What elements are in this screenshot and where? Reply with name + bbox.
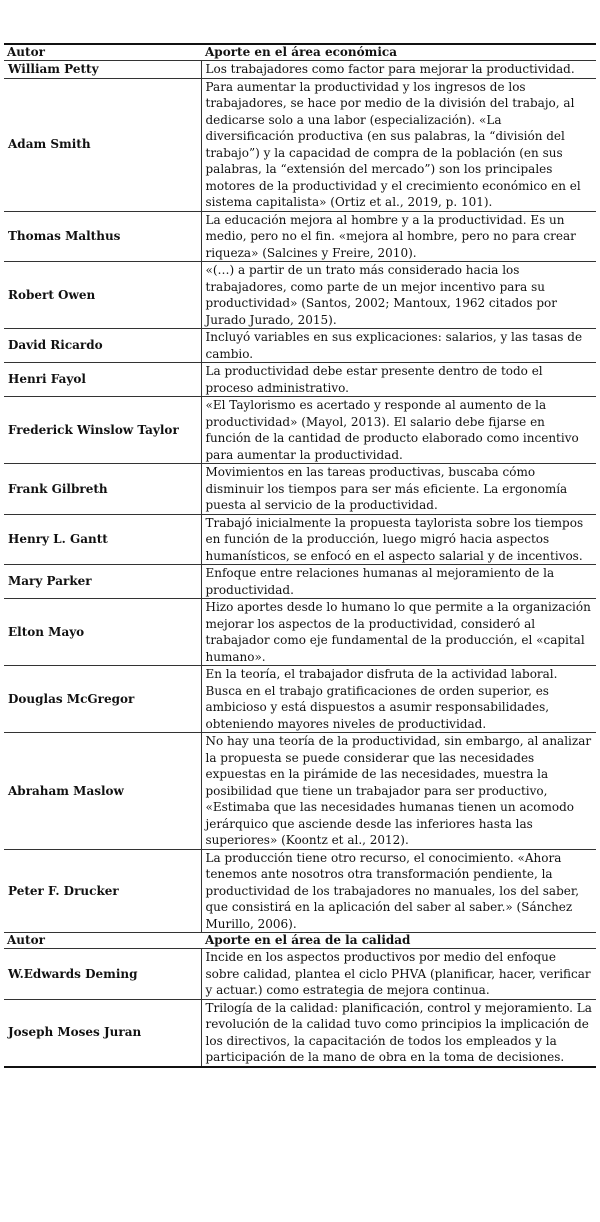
table-row: [4, 363, 596, 397]
authors-table-container: [4, 43, 596, 1068]
author-name: Douglas McGregor: [4, 666, 201, 733]
table-row: [4, 999, 596, 1067]
author-name: Henri Fayol: [4, 363, 201, 397]
table-row: [4, 849, 596, 933]
author-contribution: La producción tiene otro recurso, el conocimiento. «Ahora tenemos ante nosotros otra transformación pendiente, la productividad de los trabajadores no manuales, los del saber, que consistirá en la aplicación del saber al saber.» (Sánchez Murillo, 2006).: [201, 849, 596, 933]
author-contribution: «(…) a partir de un trato más considerado hacia los trabajadores, como parte de un mejor incentivo para su productividad» (Santos, 2002; Mantoux, 1962 citados por Jurado Jurado, 2015).: [201, 262, 596, 329]
author-contribution: «El Taylorismo es acertado y responde al aumento de la productividad» (Mayol, 2013). El salario debe fijarse en función de la cantidad de producto elaborado como incentivo para aumentar la productividad.: [201, 397, 596, 464]
table-row: [4, 78, 596, 211]
table-row: [4, 666, 596, 733]
author-name: Frank Gilbreth: [4, 464, 201, 515]
header-quality-contribution: Aporte en el área de la calidad: [201, 933, 596, 949]
author-contribution: La productividad debe estar presente dentro de todo el proceso administrativo.: [201, 363, 596, 397]
header-row-economic: [4, 44, 596, 61]
author-name: Abraham Maslow: [4, 733, 201, 850]
table-row: [4, 599, 596, 666]
author-contribution: Para aumentar la productividad y los ingresos de los trabajadores, se hace por medio de la división del trabajo, al dedicarse solo a una labor (especialización). «La diversificación productiva (en sus palabras, la “división del trabajo”) y la capacidad de compra de la población (en sus palabras, la “extensión del mercado”) son los principales motores de la productividad y el crecimiento económico en el sistema capitalista» (Ortiz et al., 2019, p. 101).: [201, 78, 596, 211]
header-author: Autor: [4, 933, 201, 949]
header-economic-contribution: Aporte en el área económica: [201, 44, 596, 61]
authors-contributions-table: [4, 43, 596, 1068]
author-contribution: No hay una teoría de la productividad, sin embargo, al analizar la propuesta se puede considerar que las necesidades expuestas en la pirámide de las necesidades, muestra la posibilidad que tiene un trabajador para ser productivo, «Estimaba que las necesidades humanas tienen un acomodo jerárquico que asciende desde las inferiores hasta las superiores» (Koontz et al., 2012).: [201, 733, 596, 850]
author-name: Peter F. Drucker: [4, 849, 201, 933]
author-name: Elton Mayo: [4, 599, 201, 666]
table-row: [4, 329, 596, 363]
header-row-quality: [4, 933, 596, 949]
author-contribution: Incide en los aspectos productivos por medio del enfoque sobre calidad, plantea el ciclo PHVA (planificar, hacer, verificar y actuar.) como estrategia de mejora continua.: [201, 949, 596, 1000]
author-contribution: Enfoque entre relaciones humanas al mejoramiento de la productividad.: [201, 565, 596, 599]
author-contribution: Trabajó inicialmente la propuesta taylorista sobre los tiempos en función de la producción, luego migró hacia aspectos humanísticos, se enfocó en el aspecto salarial y de incentivos.: [201, 514, 596, 565]
author-contribution: En la teoría, el trabajador disfruta de la actividad laboral. Busca en el trabajo gratificaciones de orden superior, es ambicioso y está dispuestos a asumir responsabilidades, obteniendo mayores niveles de productividad.: [201, 666, 596, 733]
table-row: [4, 514, 596, 565]
table-row: [4, 262, 596, 329]
author-name: David Ricardo: [4, 329, 201, 363]
table-row: [4, 211, 596, 262]
author-name: Adam Smith: [4, 78, 201, 211]
author-contribution: Hizo aportes desde lo humano lo que permite a la organización mejorar los aspectos de la productividad, consideró al trabajador como eje fundamental de la producción, el «capital humano».: [201, 599, 596, 666]
author-name: Thomas Malthus: [4, 211, 201, 262]
table-row: [4, 733, 596, 850]
table-body: [4, 44, 596, 1067]
author-name: Joseph Moses Juran: [4, 999, 201, 1067]
author-contribution: Movimientos en las tareas productivas, buscaba cómo disminuir los tiempos para ser más eficiente. La ergonomía puesta al servicio de la productividad.: [201, 464, 596, 515]
author-contribution: Trilogía de la calidad: planificación, control y mejoramiento. La revolución de la calidad tuvo como principios la implicación de los directivos, la capacitación de todos los empleados y la participación de la mano de obra en la toma de decisiones.: [201, 999, 596, 1067]
author-name: Mary Parker: [4, 565, 201, 599]
author-name: Henry L. Gantt: [4, 514, 201, 565]
table-row: [4, 464, 596, 515]
table-row: [4, 949, 596, 1000]
author-name: W.Edwards Deming: [4, 949, 201, 1000]
table-row: [4, 397, 596, 464]
author-name: William Petty: [4, 61, 201, 79]
author-contribution: Los trabajadores como factor para mejorar la productividad.: [201, 61, 596, 79]
header-author: Autor: [4, 44, 201, 61]
author-contribution: La educación mejora al hombre y a la productividad. Es un medio, pero no el fin. «mejora al hombre, pero no para crear riqueza» (Salcines y Freire, 2010).: [201, 211, 596, 262]
author-name: Robert Owen: [4, 262, 201, 329]
table-row: [4, 61, 596, 79]
table-row: [4, 565, 596, 599]
author-contribution: Incluyó variables en sus explicaciones: salarios, y las tasas de cambio.: [201, 329, 596, 363]
author-name: Frederick Winslow Taylor: [4, 397, 201, 464]
